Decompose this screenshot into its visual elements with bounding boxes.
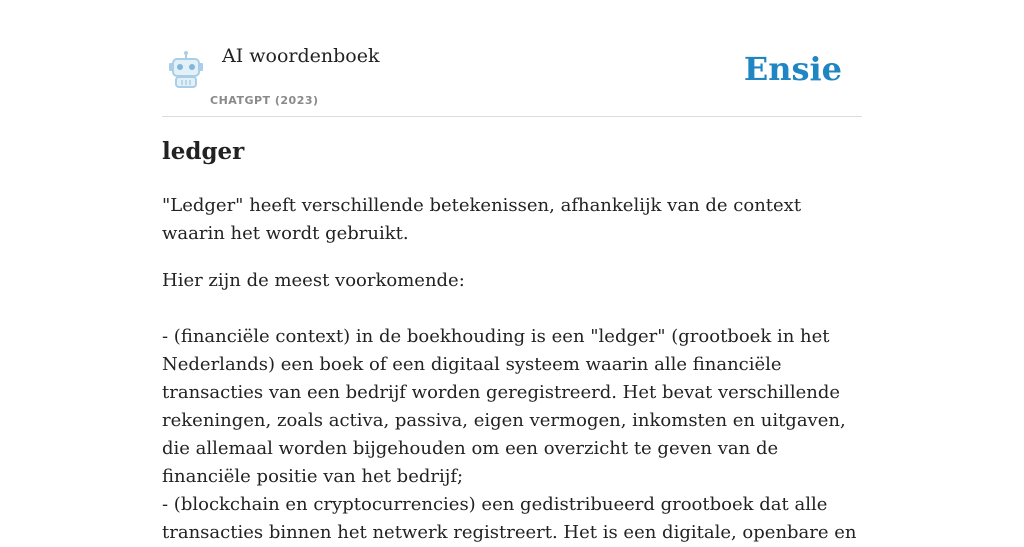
entry-intro: "Ledger" heeft verschillende betekenissen, afhankelijk van de context waarin het wordt gebruikt.: [162, 195, 802, 244]
robot-icon: [166, 50, 206, 90]
dictionary-title[interactable]: AI woordenboek: [222, 45, 380, 67]
entry-content: [162, 192, 862, 547]
page: [162, 0, 862, 543]
definition-item: - (financiële context) in de boekhouding is een "ledger" (grootboek in het Nederlands) een boek of een digitaal systeem waarin alle financiële transacties van een bedrijf worden geregistreerd. Het bevat verschillende rekeningen, zoals activa, passiva, eigen vermogen, inkomsten en uitgaven, die allemaal worden bijgehouden om een overzicht te geven van de financiële positie van het bedrijf;: [162, 326, 846, 487]
entry-term: ledger: [162, 138, 245, 165]
dictionary-source: CHATGPT (2023): [210, 94, 319, 107]
definition-item: - (blockchain en cryptocurrencies) een gedistribueerd grootboek dat alle transacties binnen het netwerk registreert. Het is een digitale, openbare en: [162, 494, 857, 543]
entry-lead: Hier zijn de meest voorkomende:: [162, 270, 465, 291]
header: [162, 0, 862, 117]
brand-logo-link[interactable]: Ensie: [743, 50, 842, 88]
